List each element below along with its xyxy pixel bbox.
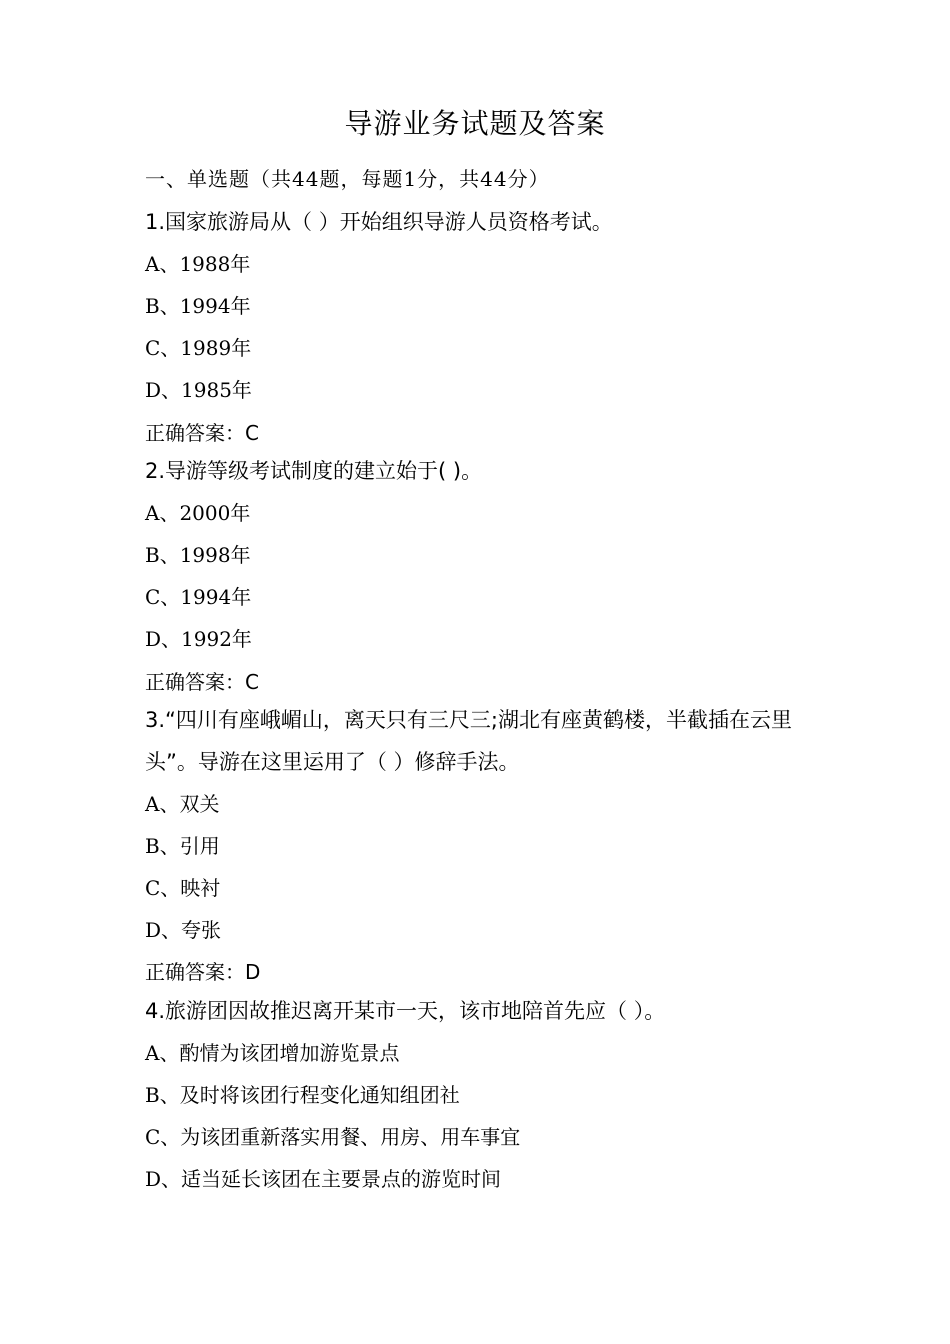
- question-3-option-d: D、夸张: [145, 918, 222, 942]
- question-4-option-c: C、为该团重新落实用餐、用房、用车事宜: [145, 1125, 521, 1149]
- question-4-stem: 4.旅游团因故推迟离开某市一天，该市地陪首先应（ ）。: [145, 999, 666, 1023]
- question-4-option-a: A、酌情为该团增加游览景点: [145, 1041, 400, 1065]
- question-1-option-a: A、1988年: [145, 252, 251, 276]
- question-2-option-a: A、2000年: [145, 501, 251, 525]
- question-4-option-b: B、及时将该团行程变化通知组团社: [145, 1083, 460, 1107]
- question-3-option-b: B、引用: [145, 834, 220, 858]
- question-1-answer: 正确答案：C: [145, 421, 259, 445]
- question-2-option-d: D、1992年: [145, 627, 252, 651]
- question-2-option-c: C、1994年: [145, 585, 252, 609]
- question-3-option-c: C、映衬: [145, 876, 221, 900]
- document-title: 导游业务试题及答案: [344, 107, 606, 140]
- question-1-option-c: C、1989年: [145, 336, 252, 360]
- question-1-stem: 1.国家旅游局从（ ）开始组织导游人员资格考试。: [145, 210, 613, 234]
- question-1-option-b: B、1994年: [145, 294, 251, 318]
- question-3-answer: 正确答案：D: [145, 960, 261, 984]
- question-3-stem: 3.“四川有座峨嵋山，离天只有三尺三;湖北有座黄鹤楼，半截插在云里头”。导游在这里运用了（ ）修辞手法。: [145, 708, 792, 774]
- question-2-stem: 2.导游等级考试制度的建立始于( )。: [145, 459, 483, 483]
- question-3-option-a: A、双关: [145, 792, 220, 816]
- question-2-answer: 正确答案：C: [145, 670, 259, 694]
- question-4-option-d: D、适当延长该团在主要景点的游览时间: [145, 1167, 502, 1191]
- question-2-option-b: B、1998年: [145, 543, 251, 567]
- question-1-option-d: D、1985年: [145, 378, 252, 402]
- section-heading: 一、单选题（共44题，每题1分，共44分）: [145, 167, 550, 191]
